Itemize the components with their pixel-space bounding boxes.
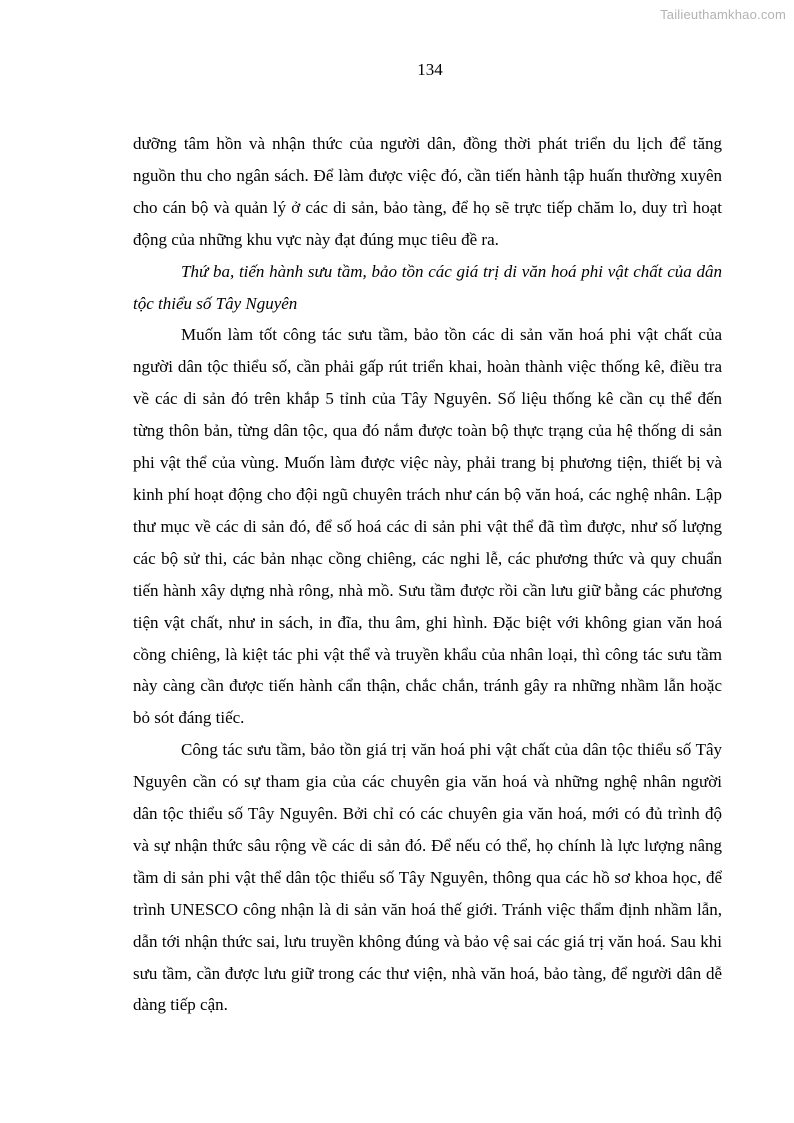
paragraph: Muốn làm tốt công tác sưu tầm, bảo tồn các di sản văn hoá phi vật chất của người dân tộc thiểu số, cần phải gấp rút triển khai, hoàn thành việc thống kê, điều tra về các di sản đó trên khắp 5 tỉnh của Tây Nguyên. Số liệu thống kê cần cụ thể đến từng thôn bản, từng dân tộc, qua đó nắm được toàn bộ thực trạng của hệ thống di sản phi vật thể của vùng. Muốn làm được việc này, phải trang bị phương tiện, thiết bị và kinh phí hoạt động cho đội ngũ chuyên trách như cán bộ văn hoá, các nghệ nhân. Lập thư mục về các di sản đó, để số hoá các di sản phi vật thể đã tìm được, như số lượng các bộ sử thi, các bản nhạc cồng chiêng, các nghi lễ, các phương thức và quy chuẩn tiến hành xây dựng nhà rông, nhà mồ. Sưu tầm được rồi cần lưu giữ bằng các phương tiện vật chất, như in sách, in đĩa, thu âm, ghi hình. Đặc biệt với không gian văn hoá cồng chiêng, là kiệt tác phi vật thể và truyền khẩu của nhân loại, thì công tác sưu tầm này càng cần được tiến hành cẩn thận, chắc chắn, tránh gây ra những nhầm lẫn hoặc bỏ sót đáng tiếc. <box>133 325 722 728</box>
paragraph: Công tác sưu tầm, bảo tồn giá trị văn hoá phi vật chất của dân tộc thiểu số Tây Nguyên cần có sự tham gia của các chuyên gia văn hoá và những nghệ nhân người dân tộc thiểu số Tây Nguyên. Bởi chỉ có các chuyên gia văn hoá, mới có đủ trình độ và sự nhận thức sâu rộng về các di sản đó. Để nếu có thể, họ chính là lực lượng nâng tầm di sản phi vật thể dân tộc thiểu số Tây Nguyên, thông qua các hồ sơ khoa học, để trình UNESCO công nhận là di sản văn hoá thế giới. Tránh việc thẩm định nhầm lẫn, dẫn tới nhận thức sai, lưu truyền không đúng và bảo vệ sai các giá trị văn hoá. Sau khi sưu tầm, cần được lưu giữ trong các thư viện, nhà văn hoá, bảo tàng, để người dân dễ dàng tiếp cận. <box>133 740 722 1015</box>
page-number: 134 <box>417 60 443 79</box>
document-body <box>133 128 722 1021</box>
watermark-text: Tailieuthamkhao.com <box>660 7 786 22</box>
section-subheading: Thứ ba, tiến hành sưu tầm, bảo tồn các giá trị di văn hoá phi vật chất của dân tộc thiểu số Tây Nguyên <box>133 261 722 313</box>
paragraph-continuation: dưỡng tâm hồn và nhận thức của người dân, đồng thời phát triển du lịch để tăng nguồn thu cho ngân sách. Để làm được việc đó, cần tiến hành tập huấn thường xuyên cho cán bộ và quản lý ở các di sản, bảo tàng, để họ sẽ trực tiếp chăm lo, duy trì hoạt động của những khu vực này đạt đúng mục tiêu đề ra. <box>133 134 722 249</box>
